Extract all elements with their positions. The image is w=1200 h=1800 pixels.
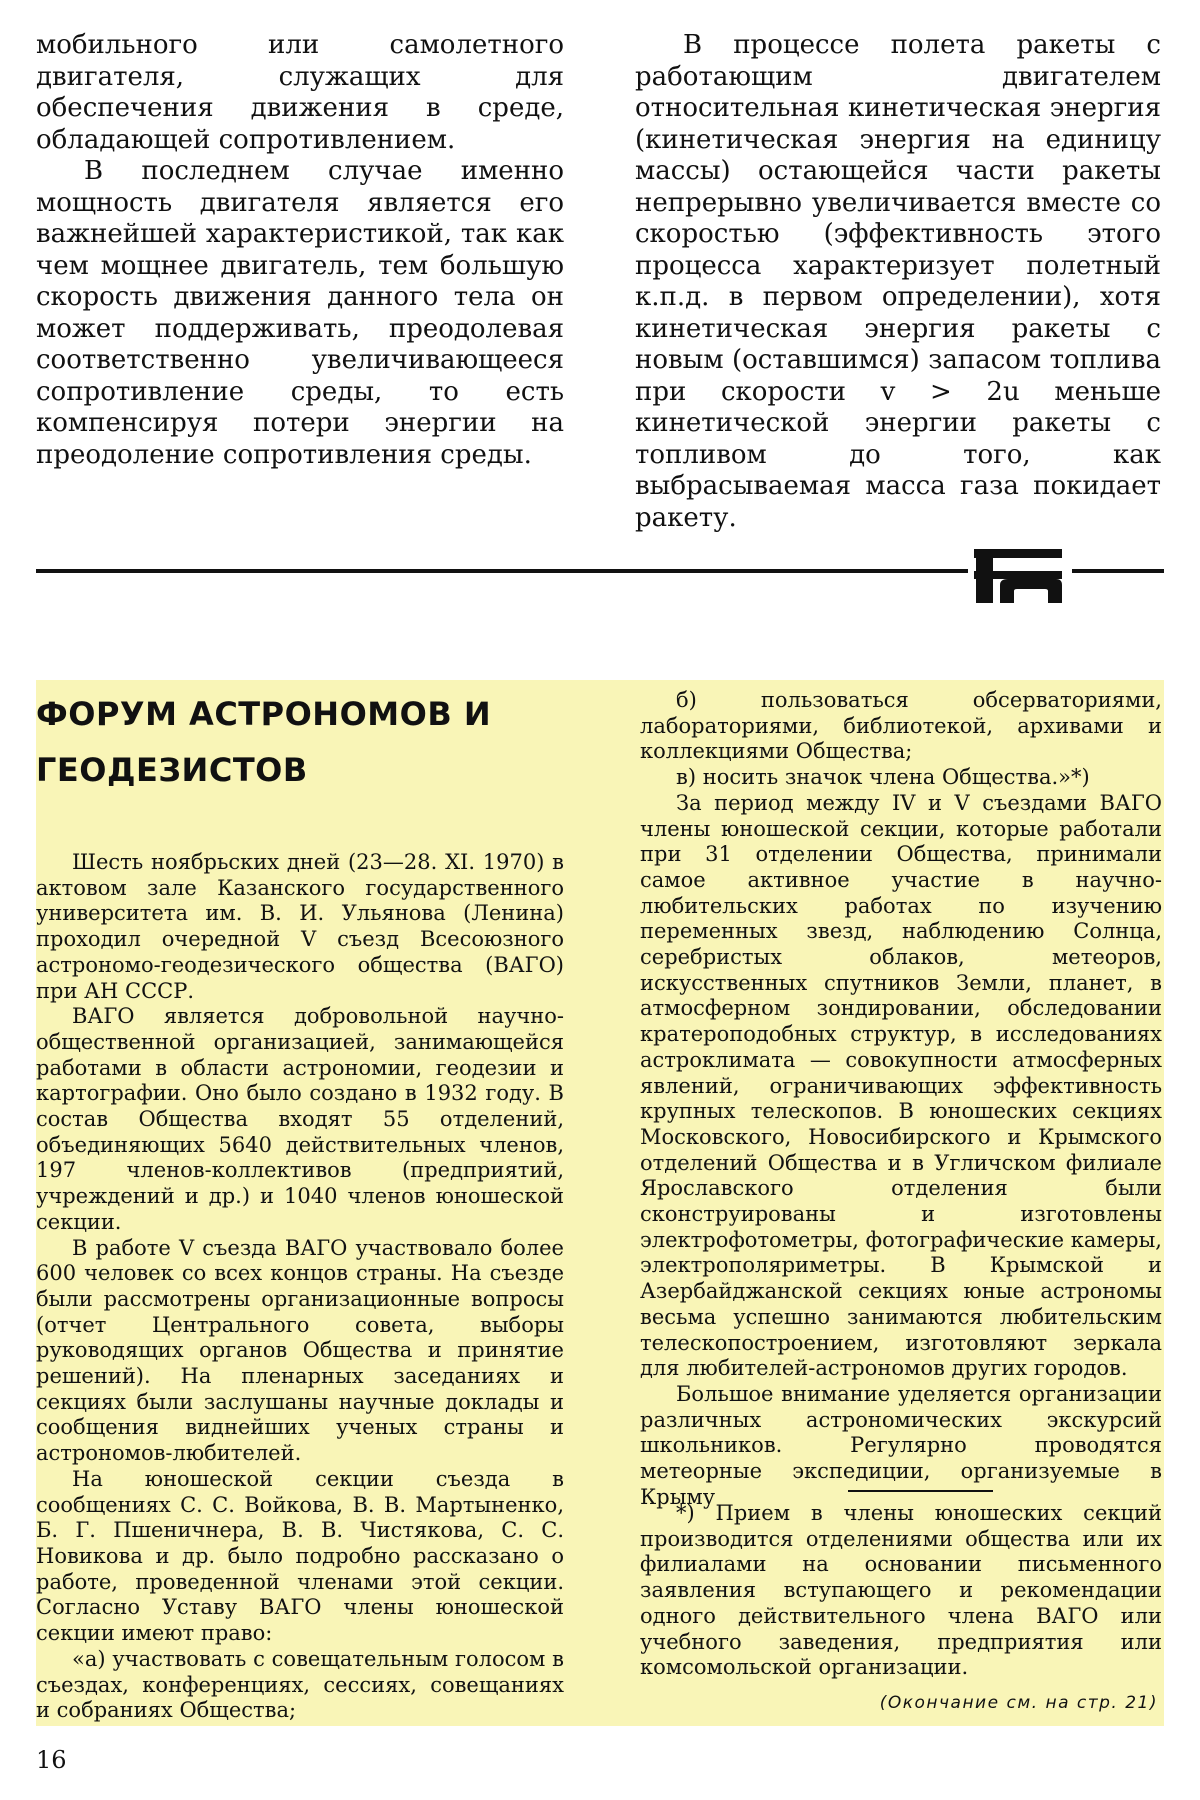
paragraph: В работе V съезда ВАГО участвовало более 600 человек со всех концов страны. На съезде были рассмотрены организационные вопросы (отчет Центрального совета, выборы руководящих органов Общества и принятие решений). На пленарных заседаниях и секциях были заслушаны научные доклады и сообщения виднейших ученых страны и астрономов-любителей. <box>36 1235 564 1466</box>
paragraph: За период между IV и V съездами ВАГО члены юношеской секции, которые работали при 31 отделении Общества, принимали самое активное участие в научно-любительских работах по изучению переменных звезд, наблюдению Солнца, серебристых облаков, метеоров, искусственных спутников Земли, планет, в атмосферном зондировании, обследовании кратероподобных структур, в исследованиях астроклимата — совокупности атмосферных явлений, ограничивающих эффективность крупных телескопов. В юношеских секциях Московского, Новосибирского и Крымского отделений Общества и в Угличском филиале Ярославского отделения были сконструированы и изготовлены электрофотометры, фотографические камеры, электрополяриметры. В Крымской и Азербайджанской секциях юные астрономы весьма успешно занимаются любительским телескопостроением, изготовляют зеркала для любителей-астрономов других городов. <box>640 790 1162 1381</box>
article-title: ФОРУМ АСТРОНОМОВ И ГЕОДЕЗИСТОВ <box>36 695 492 789</box>
article-left-column <box>36 850 564 1724</box>
top-right-column <box>635 30 1161 534</box>
footnote <box>640 1501 1162 1681</box>
footnote-text: *) Прием в члены юношеских секций производится отделениями общества или их филиалами на основании письменного заявления вступающего и рекомендации одного действительного члена ВАГО или учебного заведения, предприятия или комсомольской организации. <box>640 1501 1162 1680</box>
paragraph: Шесть ноябрьских дней (23—28. XI. 1970) в актовом зале Казанского государственного университета им. В. И. Ульянова (Ленина) проходил очередной V съезд Всесоюзного астрономо-геодезического общества (ВАГО) при АН СССР. <box>36 850 564 1003</box>
paragraph: В последнем случае именно мощность двигателя является его важнейшей характеристикой, так как чем мощнее двигатель, тем большую скорость движения данного тела он может поддерживать, преодолевая соответственно увеличивающееся сопротивление среды, то есть компенсируя потери энергии на преодоление сопротивления среды. <box>36 156 564 470</box>
paragraph: Большое внимание уделяется организации различных астрономических экскурсий школьников. Регулярно проводятся метеорные экспедиции, организуемые в Крыму <box>640 1381 1162 1509</box>
section-divider <box>36 569 968 573</box>
paragraph: На юношеской секции съезда в сообщениях С. С. Войкова, В. В. Мартыненко, Б. Г. Пшеничнера, В. В. Чистякова, С. С. Новикова и др. было подробно рассказано о работе, проведенной членами этой секции. Согласно Уставу ВАГО члены юношеской секции имеют право: <box>36 1466 564 1646</box>
paragraph: ВАГО является добровольной научно-общественной организацией, занимающейся работами в области астрономии, геодезии и картографии. Оно было создано в 1932 году. В состав Общества входят 55 отделений, объединяющих 5640 действительных членов, 197 членов-коллективов (предприятий, учреждений и др.) и 1040 членов юношеской секции. <box>36 1004 564 1234</box>
paragraph: б) пользоваться обсерваториями, лабораториями, библиотекой, архивами и коллекциями Общества; <box>640 688 1162 764</box>
footnote-divider <box>848 1490 993 1492</box>
article-right-column <box>640 688 1162 1511</box>
section-divider <box>1072 569 1164 573</box>
paragraph: в) носить значок члена Общества.»*) <box>676 765 1090 790</box>
section-logo-icon <box>970 547 1066 605</box>
paragraph: «а) участвовать с совещательным голосом в съездах, конференциях, сессиях, совещаниях и собраниях Общества; <box>36 1646 564 1723</box>
paragraph: В процессе полета ракеты с работающим двигателем относительная кинетическая энергия (кинетическая энергия на единицу массы) остающейся части ракеты непрерывно увеличивается вместе со скоростью (эффективность этого процесса характеризует полетный к.п.д. в первом определении), хотя кинетическая энергия ракеты с новым (оставшимся) запасом топлива при скорости v > 2u меньше кинетической энергии ракеты с топливом до того, как выбрасываемая масса газа покидает ракету. <box>635 30 1161 533</box>
page-number: 16 <box>36 1746 67 1774</box>
top-left-column <box>36 30 564 471</box>
paragraph: мобильного или самолетного двигателя, служащих для обеспечения движения в среде, обладающей сопротивлением. <box>36 30 564 155</box>
continuation-note: (Окончание см. на стр. 21) <box>879 1693 1158 1713</box>
